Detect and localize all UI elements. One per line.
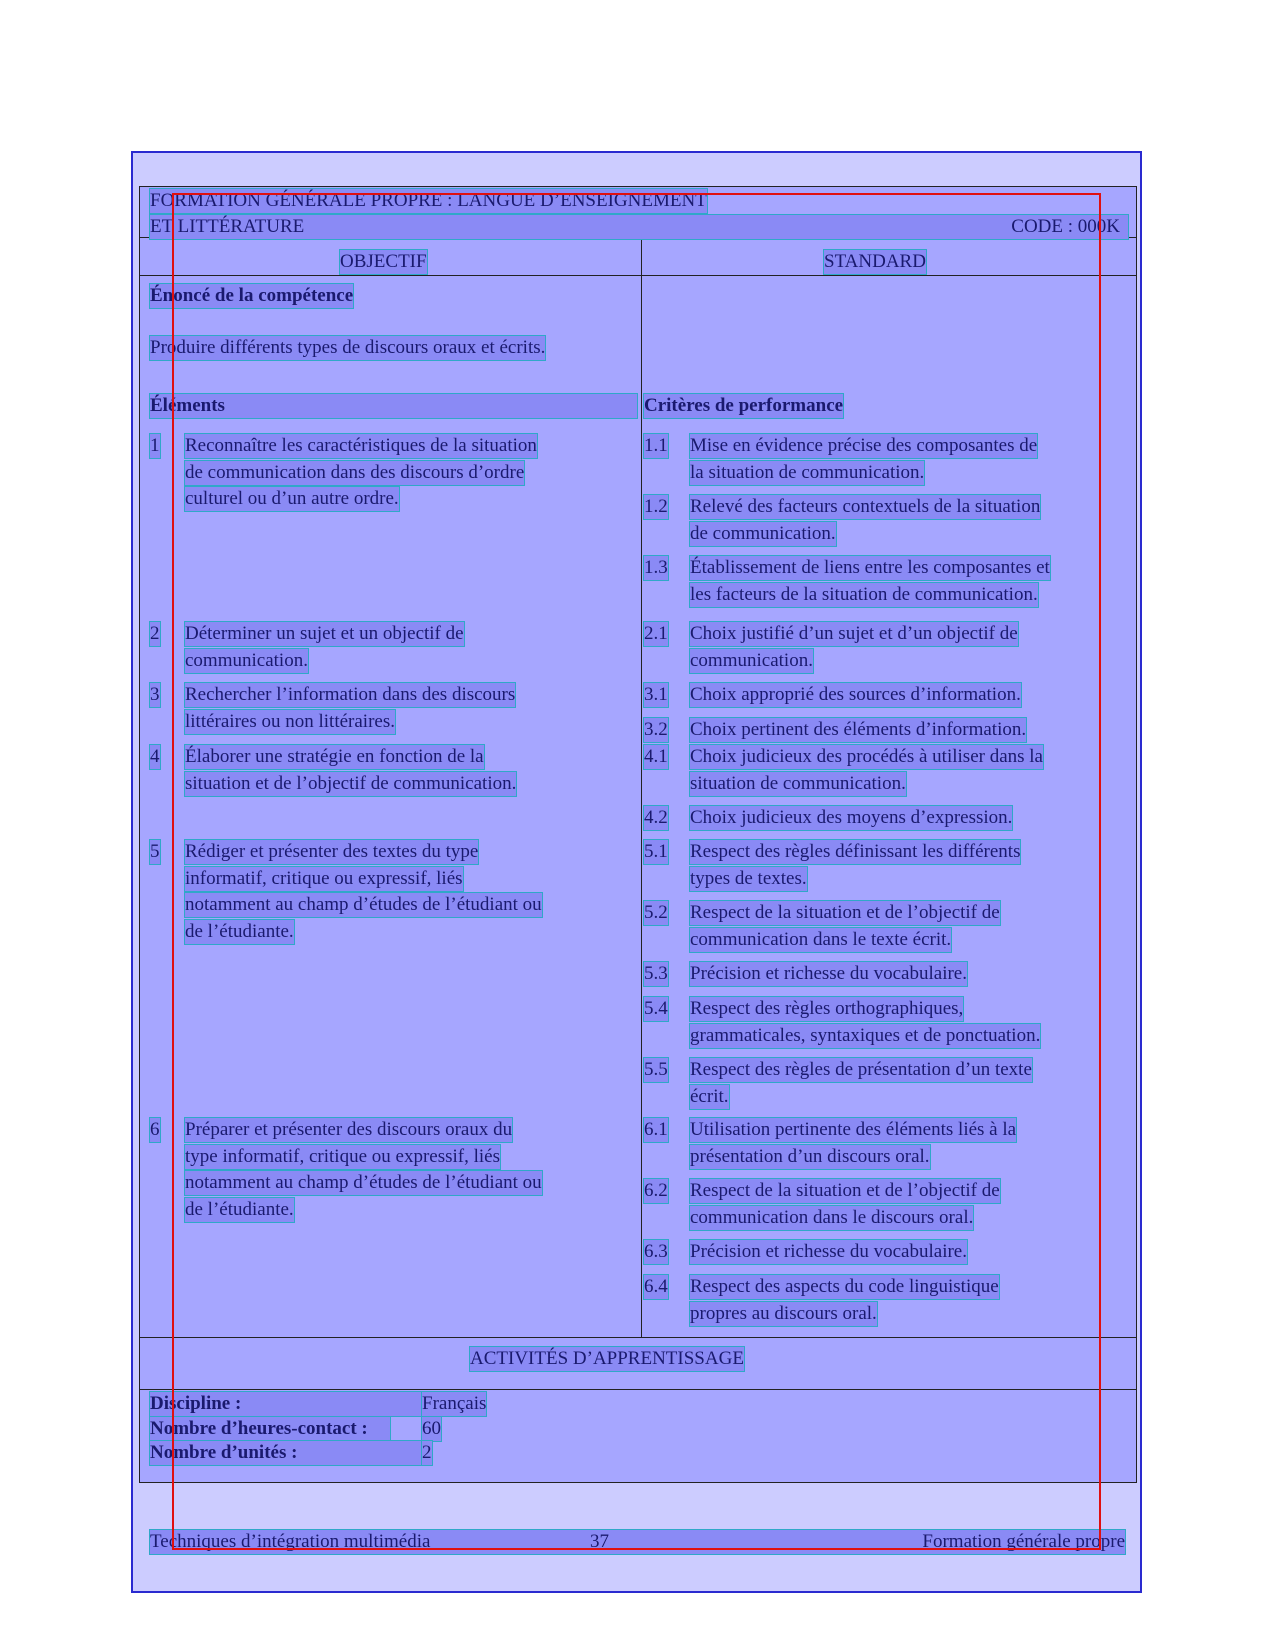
page-footer: [150, 1530, 1125, 1554]
element-text-line: Reconnaître les caractéristiques de la situation: [185, 435, 537, 456]
criterion-number: 2.1: [644, 623, 668, 644]
footer-program: Techniques d’intégration multimédia: [150, 1531, 431, 1552]
criterion-text-line: communication.: [690, 649, 813, 671]
criterion-text-line: Respect des règles définissant les différents: [690, 841, 1021, 862]
discipline-value: Français: [422, 1393, 487, 1414]
criterion-number: 1.1: [644, 435, 668, 456]
units-label: Nombre d’unités :: [150, 1441, 422, 1465]
column-heading-objectif: OBJECTIF: [340, 251, 427, 272]
criterion-text-line: Respect des règles orthographiques,: [690, 998, 964, 1019]
column-separator: [641, 237, 642, 1337]
criterion-number: 6.4: [644, 1276, 668, 1297]
footer-page-number: 37: [590, 1531, 609, 1552]
page-title-line2-text: ET LITTÉRATURE: [150, 216, 305, 237]
hours-value: 60: [422, 1418, 441, 1439]
activities-top-divider: [140, 1337, 1136, 1338]
hours-label: Nombre d’heures-contact :: [150, 1417, 390, 1441]
criterion-text-line: présentation d’un discours oral.: [690, 1145, 930, 1167]
element-text-line: situation et de l’objectif de communication.: [185, 772, 517, 794]
criterion-text-line: grammaticales, syntaxiques et de ponctuation.: [690, 1024, 1041, 1046]
criterion-text-line: Respect de la situation et de l’objectif de: [690, 902, 1000, 923]
criterion-text-line: écrit.: [690, 1085, 729, 1107]
element-text-line: de communication dans des discours d’ordre: [185, 461, 525, 483]
element-number: 4: [150, 746, 160, 767]
criterion-number: 3.2: [644, 719, 668, 740]
element-text-line: de l’étudiante.: [185, 920, 294, 942]
competence-heading: Énoncé de la compétence: [150, 285, 354, 306]
page-title-line1: FORMATION GÉNÉRALE PROPRE : LANGUE D’ENSEIGNEMENT: [150, 190, 707, 211]
criterion-number: 6.3: [644, 1241, 668, 1262]
criterion-text-line: la situation de communication.: [690, 461, 925, 483]
element-text-line: notamment au champ d’études de l’étudiant ou: [185, 894, 542, 915]
criterion-number: 4.1: [644, 746, 668, 767]
element-number: 6: [150, 1119, 160, 1140]
criterion-text-line: Précision et richesse du vocabulaire.: [690, 963, 967, 984]
element-number: 1: [150, 435, 160, 456]
criterion-text-line: Choix approprié des sources d’information.: [690, 684, 1021, 705]
criterion-text-line: Précision et richesse du vocabulaire.: [690, 1241, 967, 1262]
element-text-line: culturel ou d’un autre ordre.: [185, 488, 399, 509]
criterion-number: 5.1: [644, 841, 668, 862]
criterion-number: 4.2: [644, 807, 668, 828]
criterion-text-line: de communication.: [690, 522, 836, 544]
criterion-text-line: Relevé des facteurs contextuels de la situation: [690, 496, 1041, 517]
criterion-text-line: situation de communication.: [690, 772, 906, 794]
criterion-text-line: propres au discours oral.: [690, 1302, 877, 1324]
element-text-line: Déterminer un sujet et un objectif de: [185, 623, 464, 644]
element-text-line: type informatif, critique ou expressif, liés: [185, 1145, 500, 1167]
criterion-text-line: les facteurs de la situation de communication.: [690, 583, 1038, 605]
activities-title: ACTIVITÉS D’APPRENTISSAGE: [470, 1348, 744, 1369]
criterion-text-line: Respect des règles de présentation d’un texte: [690, 1059, 1032, 1080]
criterion-text-line: communication dans le texte écrit.: [690, 928, 952, 950]
element-text-line: littéraires ou non littéraires.: [185, 710, 395, 732]
criterion-number: 5.3: [644, 963, 668, 984]
criterion-text-line: Respect des aspects du code linguistique: [690, 1276, 999, 1297]
criterion-text-line: Mise en évidence précise des composantes de: [690, 435, 1038, 456]
element-text-line: informatif, critique ou expressif, liés: [185, 867, 463, 889]
footer-section: Formation générale propre: [922, 1531, 1125, 1552]
criterion-number: 1.3: [644, 557, 668, 578]
criterion-number: 6.2: [644, 1180, 668, 1201]
criterion-text-line: Choix justifié d’un sujet et d’un objectif de: [690, 623, 1018, 644]
element-text-line: communication.: [185, 649, 308, 671]
criterion-text-line: Utilisation pertinente des éléments liés à la: [690, 1119, 1017, 1140]
criterion-text-line: Choix judicieux des moyens d’expression.: [690, 807, 1013, 828]
discipline-label: Discipline :: [150, 1392, 422, 1416]
element-number: 3: [150, 684, 160, 705]
element-text-line: notamment au champ d’études de l’étudiant ou: [185, 1172, 542, 1193]
criterion-number: 5.4: [644, 998, 668, 1019]
competence-statement: Produire différents types de discours oraux et écrits.: [150, 337, 546, 358]
element-text-line: Préparer et présenter des discours oraux du: [185, 1119, 513, 1140]
criterion-text-line: types de textes.: [690, 867, 807, 889]
criterion-text-line: Respect de la situation et de l’objectif de: [690, 1180, 1000, 1201]
criterion-text-line: Choix judicieux des procédés à utiliser dans la: [690, 746, 1043, 767]
criterion-number: 3.1: [644, 684, 668, 705]
column-heading-standard: STANDARD: [824, 251, 926, 272]
activities-title-divider: [140, 1389, 1136, 1390]
element-text-line: Rechercher l’information dans des discours: [185, 684, 516, 705]
criterion-text-line: Établissement de liens entre les composantes et: [690, 557, 1050, 578]
criteria-heading: Critères de performance: [644, 395, 844, 416]
criterion-text-line: communication dans le discours oral.: [690, 1206, 974, 1228]
elements-heading: Éléments: [150, 394, 637, 418]
criterion-number: 1.2: [644, 496, 668, 517]
element-number: 2: [150, 623, 160, 644]
element-text-line: de l’étudiante.: [185, 1198, 294, 1220]
criterion-number: 6.1: [644, 1119, 668, 1140]
criterion-number: 5.2: [644, 902, 668, 923]
criterion-text-line: Choix pertinent des éléments d’information.: [690, 719, 1027, 740]
element-text-line: Élaborer une stratégie en fonction de la: [185, 746, 484, 767]
course-code: CODE : 000K: [1011, 216, 1120, 237]
columns-divider: [140, 275, 1136, 276]
units-value: 2: [422, 1442, 432, 1463]
page-title-line2: [150, 215, 1128, 239]
element-text-line: Rédiger et présenter des textes du type: [185, 841, 479, 862]
element-number: 5: [150, 841, 160, 862]
criterion-number: 5.5: [644, 1059, 668, 1080]
